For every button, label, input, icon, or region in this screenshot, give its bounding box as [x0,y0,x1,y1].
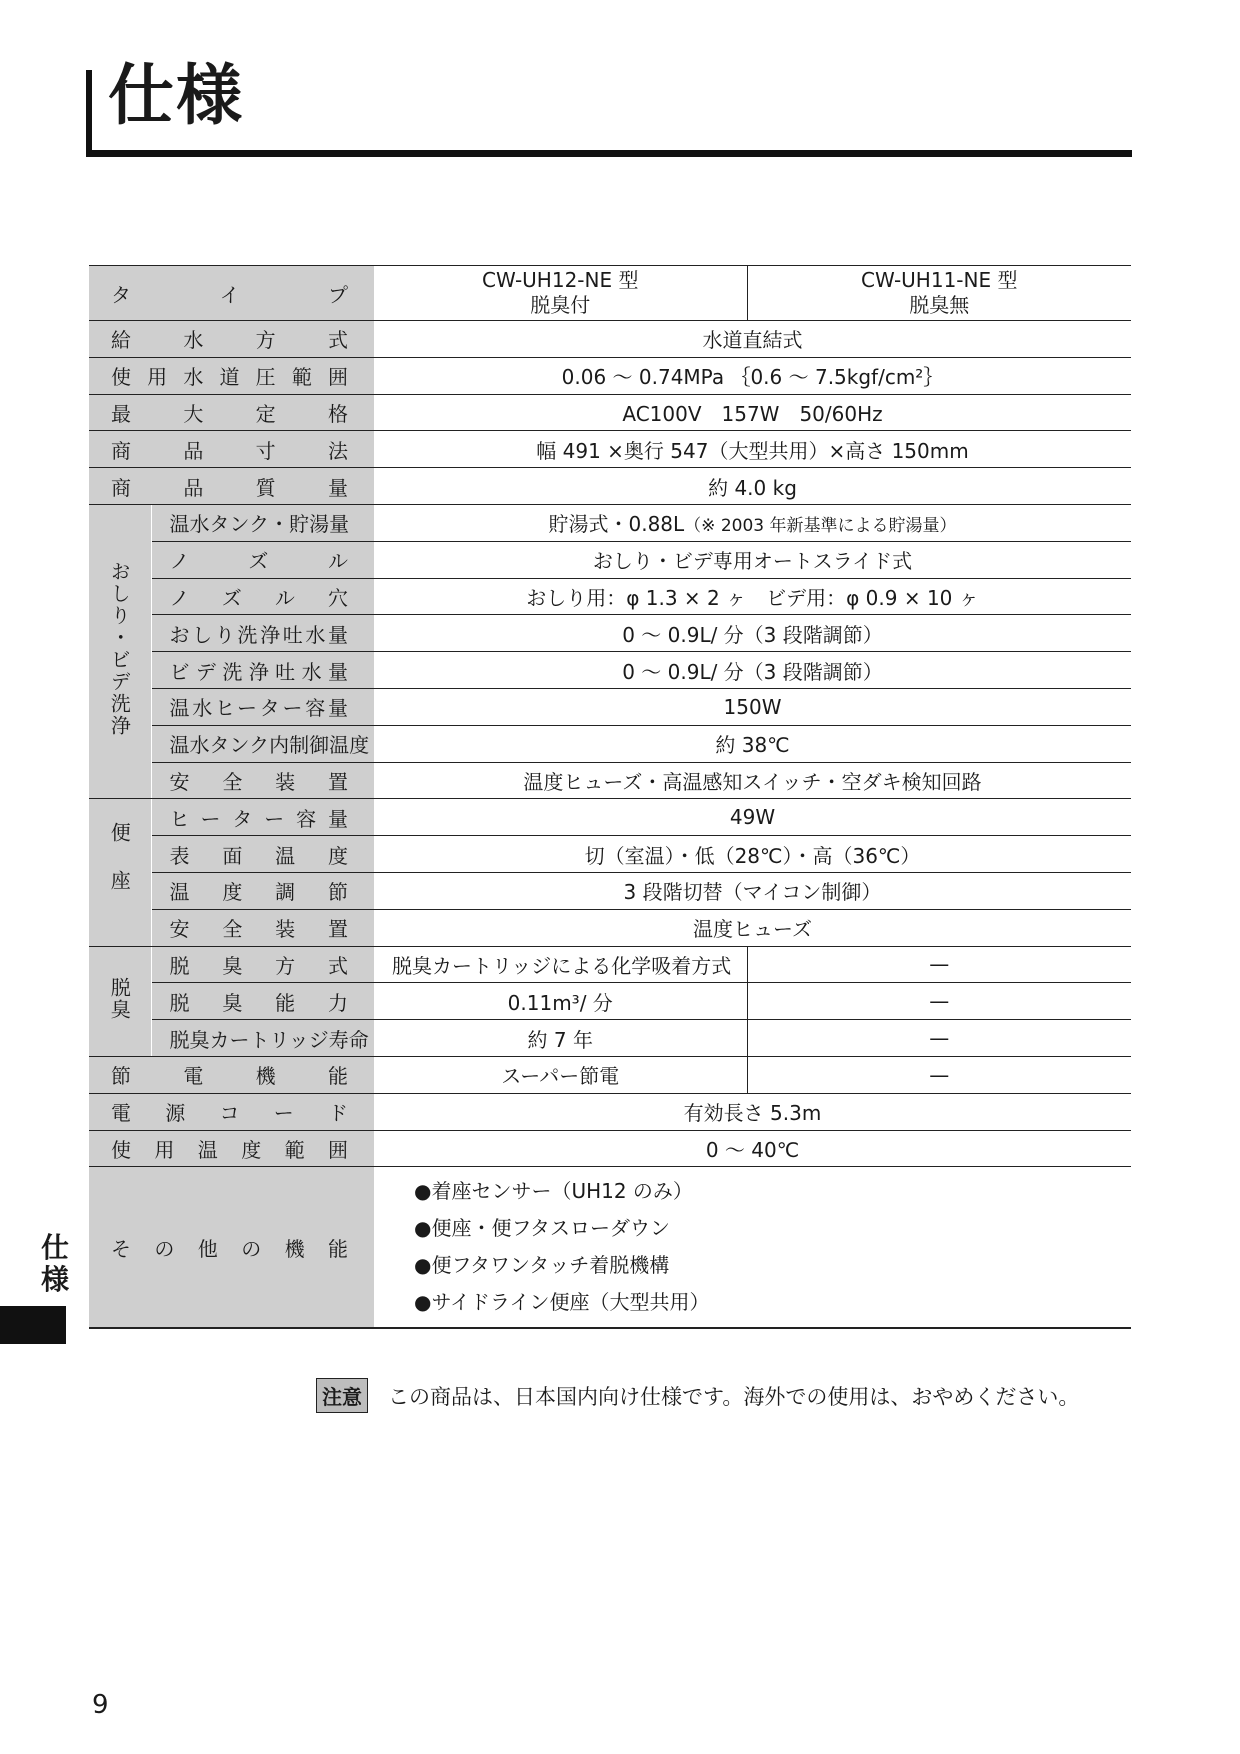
spec-label: 使用水道圧範囲 [89,357,374,394]
type-label: タイプ [89,266,374,321]
spec-label: 脱臭カートリッジ寿命 [151,1020,374,1057]
spec-label: ヒーター容量 [151,799,374,836]
spec-row [89,615,1131,652]
spec-value: 約 38℃ [374,725,1131,762]
seat-group-label: 便座 [89,799,151,946]
spec-label: 脱臭能力 [151,983,374,1020]
spec-label: 温水ヒーター容量 [151,688,374,725]
other-features-label: その他の機能 [89,1167,374,1329]
spec-row [89,725,1131,762]
spec-label: 温水タンク内制御温度 [151,725,374,762]
page-number: 9 [92,1690,109,1720]
spec-label: 安全装置 [151,762,374,799]
spec-label: 電源コード [89,1093,374,1130]
spec-label: 商品質量 [89,468,374,505]
spec-value: 0.06 〜 0.74MPa ｛0.6 〜 7.5kgf/cm²｝ [374,357,1131,394]
spec-value: 0 〜 0.9L/ 分（3 段階調節） [374,615,1131,652]
spec-value: 49W [374,799,1131,836]
spec-value: 3 段階切替（マイコン制御） [374,872,1131,909]
spec-value: 0 〜 40℃ [374,1130,1131,1167]
spec-row [89,394,1131,431]
model-b-note: 脱臭無 [909,293,970,317]
spec-value: 約 4.0 kg [374,468,1131,505]
spec-value-a: 脱臭カートリッジによる化学吸着方式 [374,946,747,983]
spec-value: 切（室温）・低（28℃）・高（36℃） [374,836,1131,873]
notice-badge: 注意 [316,1378,368,1413]
spec-value-a: 約 7 年 [374,1020,747,1057]
spec-label: 温度調節 [151,872,374,909]
spec-value: 温度ヒューズ [374,909,1131,946]
spec-label: 使用温度範囲 [89,1130,374,1167]
spec-row [89,1020,1131,1057]
spec-value: 150W [374,688,1131,725]
spec-label: 最大定格 [89,394,374,431]
type-row [89,266,1131,321]
spec-value: 温度ヒューズ・高温感知スイッチ・空ダキ検知回路 [374,762,1131,799]
spec-value: 0 〜 0.9L/ 分（3 段階調節） [374,652,1131,689]
spec-label: 表面温度 [151,836,374,873]
feature-item: ●便座・便フタスローダウン [414,1216,671,1241]
feature-item: ●サイドライン便座（大型共用） [414,1290,710,1315]
spec-value-a: 0.11m³/ 分 [374,983,747,1020]
spec-value-a: スーパー節電 [374,1056,747,1093]
spec-value-b: — [747,983,1131,1020]
model-b-cell [747,266,1131,321]
spec-row [89,983,1131,1020]
spec-value: おしり・ビデ専用オートスライド式 [374,541,1131,578]
spec-row [89,1130,1131,1167]
spec-value: おしり用：φ 1.3 × 2 ヶ ビデ用：φ 0.9 × 10 ヶ [374,578,1131,615]
wash-group-label: おしり・ビデ洗浄 [89,504,151,798]
spec-row [89,836,1131,873]
title-underline [86,150,1132,157]
model-a-note: 脱臭付 [530,293,591,317]
spec-row [89,321,1131,358]
spec-label: ノズル [151,541,374,578]
spec-table [89,265,1131,1329]
spec-row [89,1093,1131,1130]
spec-value-b: — [747,1056,1131,1093]
spec-row [89,799,1131,836]
feature-item: ●便フタワンタッチ着脱機構 [414,1253,670,1278]
spec-row [89,762,1131,799]
other-features-list [374,1167,1131,1329]
spec-label: 脱臭方式 [151,946,374,983]
spec-label: 温水タンク・貯湯量 [151,504,374,541]
model-a-cell [374,266,747,321]
spec-row [89,1056,1131,1093]
spec-row [89,688,1131,725]
side-tab-label: 仕 様 [40,1231,69,1297]
spec-label: 商品寸法 [89,431,374,468]
spec-value: 貯湯式・0.88L（※ 2003 年新基準による貯湯量） [374,504,1131,541]
spec-label: 安全装置 [151,909,374,946]
spec-row [89,541,1131,578]
spec-value: 有効長さ 5.3m [374,1093,1131,1130]
notice-text: この商品は、日本国内向け仕様です。海外での使用は、おやめください。 [388,1384,1080,1409]
spec-row [89,431,1131,468]
side-tab-marker [0,1306,66,1344]
page-title: 仕様 [108,57,244,134]
spec-value: 水道直結式 [374,321,1131,358]
spec-value-b: — [747,946,1131,983]
spec-label: 節電機能 [89,1056,374,1093]
spec-value-b: — [747,1020,1131,1057]
model-b-name: CW-UH11-NE 型 [861,268,1018,292]
spec-row [89,468,1131,505]
feature-item: ●着座センサー（UH12 のみ） [414,1179,693,1204]
spec-row [89,578,1131,615]
spec-value: AC100V 157W 50/60Hz [374,394,1131,431]
spec-label: ノズル穴 [151,578,374,615]
spec-row [89,652,1131,689]
spec-value: 幅 491 ×奥行 547（大型共用）×高さ 150mm [374,431,1131,468]
spec-label: おしり洗浄吐水量 [151,615,374,652]
spec-row [89,946,1131,983]
spec-row [89,357,1131,394]
spec-label: ビデ洗浄吐水量 [151,652,374,689]
spec-label: 給水方式 [89,321,374,358]
spec-row [89,504,1131,541]
notice [316,1378,1079,1413]
title-accent-bar [86,70,92,156]
spec-row [89,872,1131,909]
spec-row [89,909,1131,946]
deodor-group-label: 脱臭 [89,946,151,1056]
model-a-name: CW-UH12-NE 型 [482,268,639,292]
other-features-row [89,1167,1131,1329]
